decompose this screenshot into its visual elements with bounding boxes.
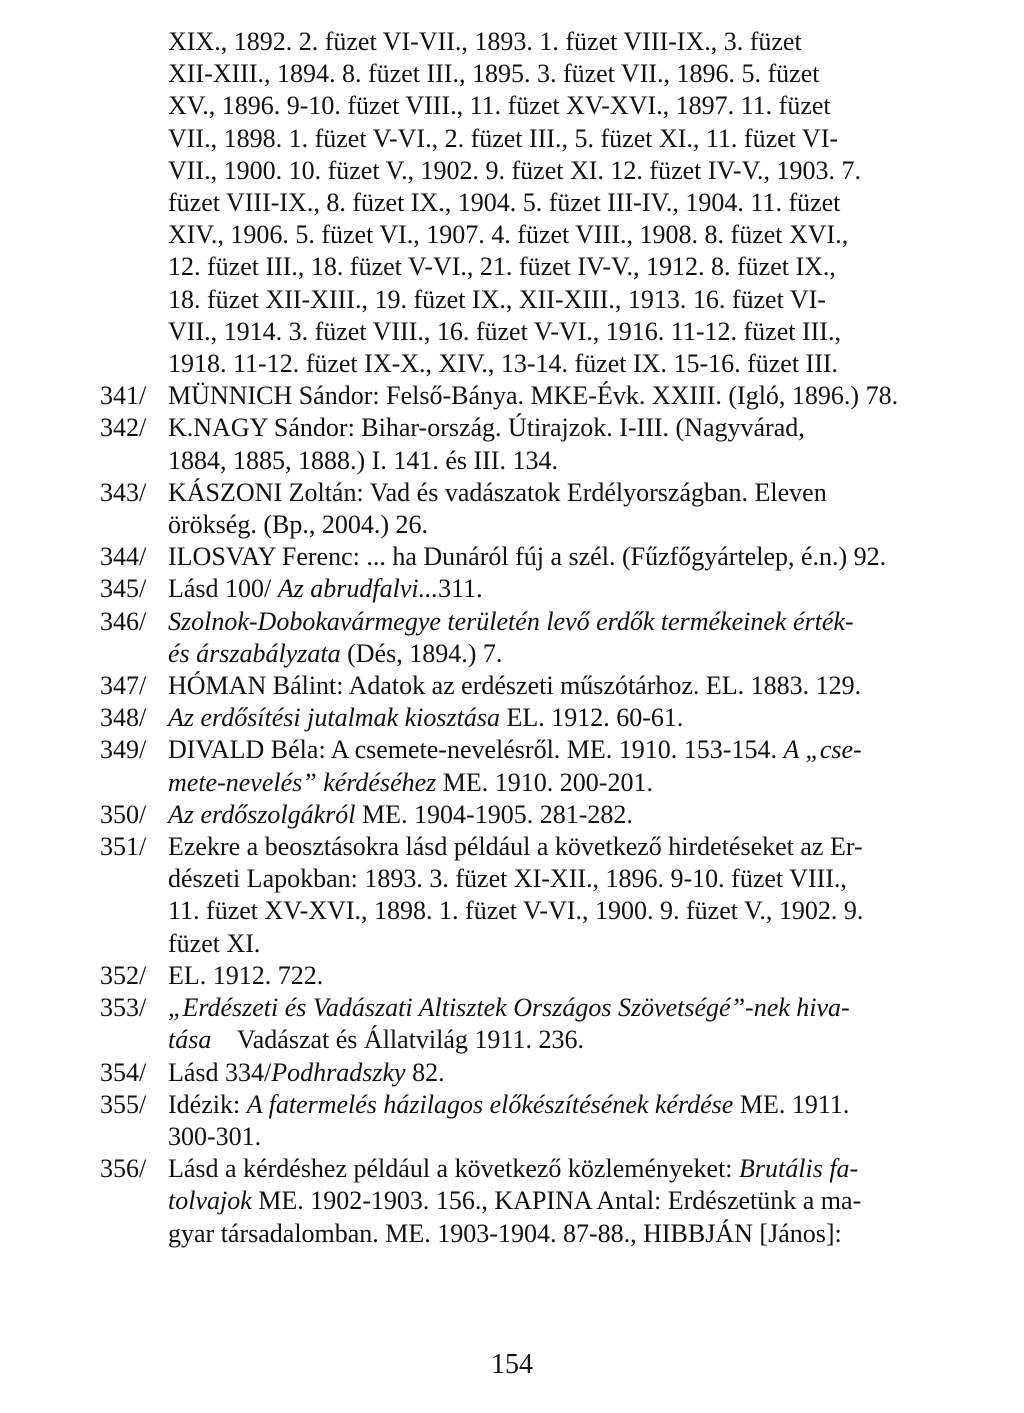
continuation-line: XIX., 1892. 2. füzet VI-VII., 1893. 1. füzet VIII-IX., 3. füzet <box>168 27 802 56</box>
text-segment: 300-301. <box>168 1121 262 1151</box>
text-segment: (Dés, 1894.) 7. <box>340 638 503 668</box>
continuation-line: VII., 1900. 10. füzet V., 1902. 9. füzet XI. 12. füzet IV-V., 1903. 7. <box>168 155 861 185</box>
footnote-line <box>168 380 930 412</box>
continued-footnote <box>100 26 930 380</box>
continuation-line: VII., 1914. 3. füzet VIII., 16. füzet V-VI., 1916. 11-12. füzet III., <box>168 316 841 346</box>
footnote-line <box>168 1089 930 1121</box>
text-segment: füzet XI. <box>168 928 261 958</box>
italic-title: Szolnok-Dobokavármegye területén levő erdők termékeinek érték- <box>168 606 854 636</box>
footnote-entry <box>100 799 930 831</box>
italic-title: Az erdősítési jutalmak kiosztása <box>168 703 500 733</box>
footnote-line <box>168 992 930 1024</box>
continuation-line: XIV., 1906. 5. füzet VI., 1907. 4. füzet VIII., 1908. 8. füzet XVI., <box>168 220 849 250</box>
footnote-entry <box>100 960 930 992</box>
footnote-entry <box>100 670 930 702</box>
text-segment: ILOSVAY Ferenc: ... ha Dunáról fúj a szél. (Fűzfőgyártelep, é.n.) 92. <box>168 542 887 572</box>
italic-title: mete-nevelés” kérdéséhez <box>168 767 437 797</box>
page-number: 154 <box>491 1349 533 1380</box>
footnote-text <box>168 477 930 541</box>
continuation-line: XII-XIII., 1894. 8. füzet III., 1895. 3. füzet VII., 1896. 5. füzet <box>168 59 820 89</box>
footnote-text <box>168 831 930 960</box>
footnote-list <box>100 380 930 1249</box>
text-segment: 311. <box>438 574 483 604</box>
page-content <box>100 26 930 1250</box>
footnote-text <box>168 573 930 605</box>
footnote-entry <box>100 1153 930 1250</box>
footnote-line <box>168 638 930 670</box>
footnote-line <box>168 767 930 799</box>
footnote-text <box>168 1057 930 1089</box>
text-segment: MÜNNICH Sándor: Felső-Bánya. MKE-Évk. XXIII. (Igló, 1896.) 78. <box>168 381 899 411</box>
footnote-entry <box>100 1089 930 1153</box>
footnote-number: 353/ <box>100 993 147 1023</box>
footnote-entry <box>100 477 930 541</box>
text-segment: ME. 1904-1905. 281-282. <box>355 799 633 829</box>
footnote-line <box>168 606 930 638</box>
footnote-entry <box>100 734 930 798</box>
footnote-number: 343/ <box>100 477 147 507</box>
footnote-number: 348/ <box>100 703 147 733</box>
italic-title: Podhradszky <box>271 1057 406 1087</box>
footnote-line <box>168 445 930 477</box>
footnote-line <box>168 1024 930 1056</box>
continuation-line: XV., 1896. 9-10. füzet VIII., 11. füzet XV-XVI., 1897. 11. füzet <box>168 91 831 121</box>
footnote-number: 351/ <box>100 832 147 862</box>
text-segment: örökség. (Bp., 2004.) 26. <box>168 510 428 540</box>
footnote-line <box>168 734 930 766</box>
italic-title: A fatermelés házilagos előkészítésének kérdése <box>246 1089 734 1119</box>
footnote-number: 342/ <box>100 413 147 443</box>
footnote-text <box>168 702 930 734</box>
text-segment: Vadászat és Állatvilág 1911. 236. <box>211 1025 584 1055</box>
italic-title: és árszabályzata <box>168 638 341 668</box>
footnote-line <box>168 799 930 831</box>
text-segment: ME. 1911. <box>733 1089 850 1119</box>
footnote-text <box>168 992 930 1056</box>
footnote-line <box>168 895 930 927</box>
text-segment: gyar társadalomban. ME. 1903-1904. 87-88., HIBBJÁN [János]: <box>168 1218 842 1248</box>
text-segment: Idézik: <box>168 1089 247 1119</box>
footnote-number: 356/ <box>100 1154 147 1184</box>
text-segment: Lásd 334/ <box>168 1057 272 1087</box>
footnote-number: 341/ <box>100 381 147 411</box>
text-segment: DIVALD Béla: A csemete-nevelésről. ME. 1910. 153-154. <box>168 735 784 765</box>
footnote-entry <box>100 380 930 412</box>
footnote-line <box>168 477 930 509</box>
italic-title: tolvajok <box>168 1186 252 1216</box>
footnote-number: 349/ <box>100 735 147 765</box>
footnote-text <box>168 380 930 412</box>
footnote-line <box>168 1185 930 1217</box>
text-segment: 82. <box>405 1057 445 1087</box>
text-segment: 1884, 1885, 1888.) I. 141. és III. 134. <box>168 445 558 475</box>
footnote-number: 350/ <box>100 799 147 829</box>
footnote-number: 346/ <box>100 606 147 636</box>
footnote-text <box>168 541 930 573</box>
footnote-line <box>168 670 930 702</box>
text-segment: KÁSZONI Zoltán: Vad és vadászatok Erdélyországban. Eleven <box>168 477 827 507</box>
footnote-line <box>168 831 930 863</box>
footnote-line <box>168 928 930 960</box>
italic-title: tása <box>168 1025 212 1055</box>
footnote-line <box>168 1218 930 1250</box>
footnote-line <box>168 960 930 992</box>
footnote-line <box>168 1121 930 1153</box>
italic-title: Brutális fa- <box>739 1154 859 1184</box>
footnote-entry <box>100 541 930 573</box>
footnote-text <box>168 960 930 992</box>
footnote-text <box>168 1153 930 1250</box>
footnote-number: 352/ <box>100 960 147 990</box>
text-segment: Lásd 100/ <box>168 574 278 604</box>
footnote-text <box>168 412 930 476</box>
text-segment: HÓMAN Bálint: Adatok az erdészeti műszótárhoz. EL. 1883. 129. <box>168 671 862 701</box>
continuation-line: VII., 1898. 1. füzet V-VI., 2. füzet III., 5. füzet XI., 11. füzet VI- <box>168 123 839 153</box>
footnote-line <box>168 509 930 541</box>
footnote-line <box>168 863 930 895</box>
footnote-line <box>168 1153 930 1185</box>
footnote-entry <box>100 1057 930 1089</box>
text-segment: EL. 1912. 60-61. <box>499 703 684 733</box>
text-segment: ME. 1910. 200-201. <box>436 767 653 797</box>
italic-title: Az abrudfalvi... <box>277 574 439 604</box>
footnote-line <box>168 702 930 734</box>
text-segment: Ezekre a beosztásokra lásd például a következő hirdetéseket az Er- <box>168 832 863 862</box>
italic-title: „Erdészeti és Vadászati Altisztek Országos Szövetségé”-nek hiva- <box>168 993 850 1023</box>
footnote-entry <box>100 992 930 1056</box>
footnote-text <box>168 670 930 702</box>
text-segment: K.NAGY Sándor: Bihar-ország. Útirajzok. I-III. (Nagyvárad, <box>168 413 805 443</box>
text-segment: dészeti Lapokban: 1893. 3. füzet XI-XII., 1896. 9-10. füzet VIII., <box>168 864 847 894</box>
footnote-number: 347/ <box>100 671 147 701</box>
footnote-entry <box>100 573 930 605</box>
footnote-entry <box>100 606 930 670</box>
continuation-line: 12. füzet III., 18. füzet V-VI., 21. füzet IV-V., 1912. 8. füzet IX., <box>168 252 836 282</box>
footnote-text <box>168 799 930 831</box>
continuation-line: füzet VIII-IX., 8. füzet IX., 1904. 5. füzet III-IV., 1904. 11. füzet <box>168 188 841 218</box>
text-segment: Lásd a kérdéshez például a következő közleményeket: <box>168 1154 740 1184</box>
footnote-text <box>168 1089 930 1153</box>
text-segment: EL. 1912. 722. <box>168 960 324 990</box>
footnote-entry <box>100 412 930 476</box>
continuation-line: 1918. 11-12. füzet IX-X., XIV., 13-14. füzet IX. 15-16. füzet III. <box>168 349 839 379</box>
text-segment: 11. füzet XV-XVI., 1898. 1. füzet V-VI., 1900. 9. füzet V., 1902. 9. <box>168 896 864 926</box>
footnote-line <box>168 412 930 444</box>
continuation-line: 18. füzet XII-XIII., 19. füzet IX., XII-XIII., 1913. 16. füzet VI- <box>168 284 826 314</box>
footnote-text <box>168 734 930 798</box>
italic-title: A „cse- <box>783 735 862 765</box>
italic-title: Az erdőszolgákról <box>168 799 356 829</box>
footnote-number: 355/ <box>100 1089 147 1119</box>
footnote-line <box>168 541 930 573</box>
footnote-number: 344/ <box>100 542 147 572</box>
footnote-text <box>168 606 930 670</box>
footnote-entry <box>100 831 930 960</box>
footnote-number: 345/ <box>100 574 147 604</box>
footnote-line <box>168 1057 930 1089</box>
footnote-number: 354/ <box>100 1057 147 1087</box>
footnote-line <box>168 573 930 605</box>
text-segment: ME. 1902-1903. 156., KAPINA Antal: Erdészetünk a ma- <box>251 1186 862 1216</box>
footnote-entry <box>100 702 930 734</box>
